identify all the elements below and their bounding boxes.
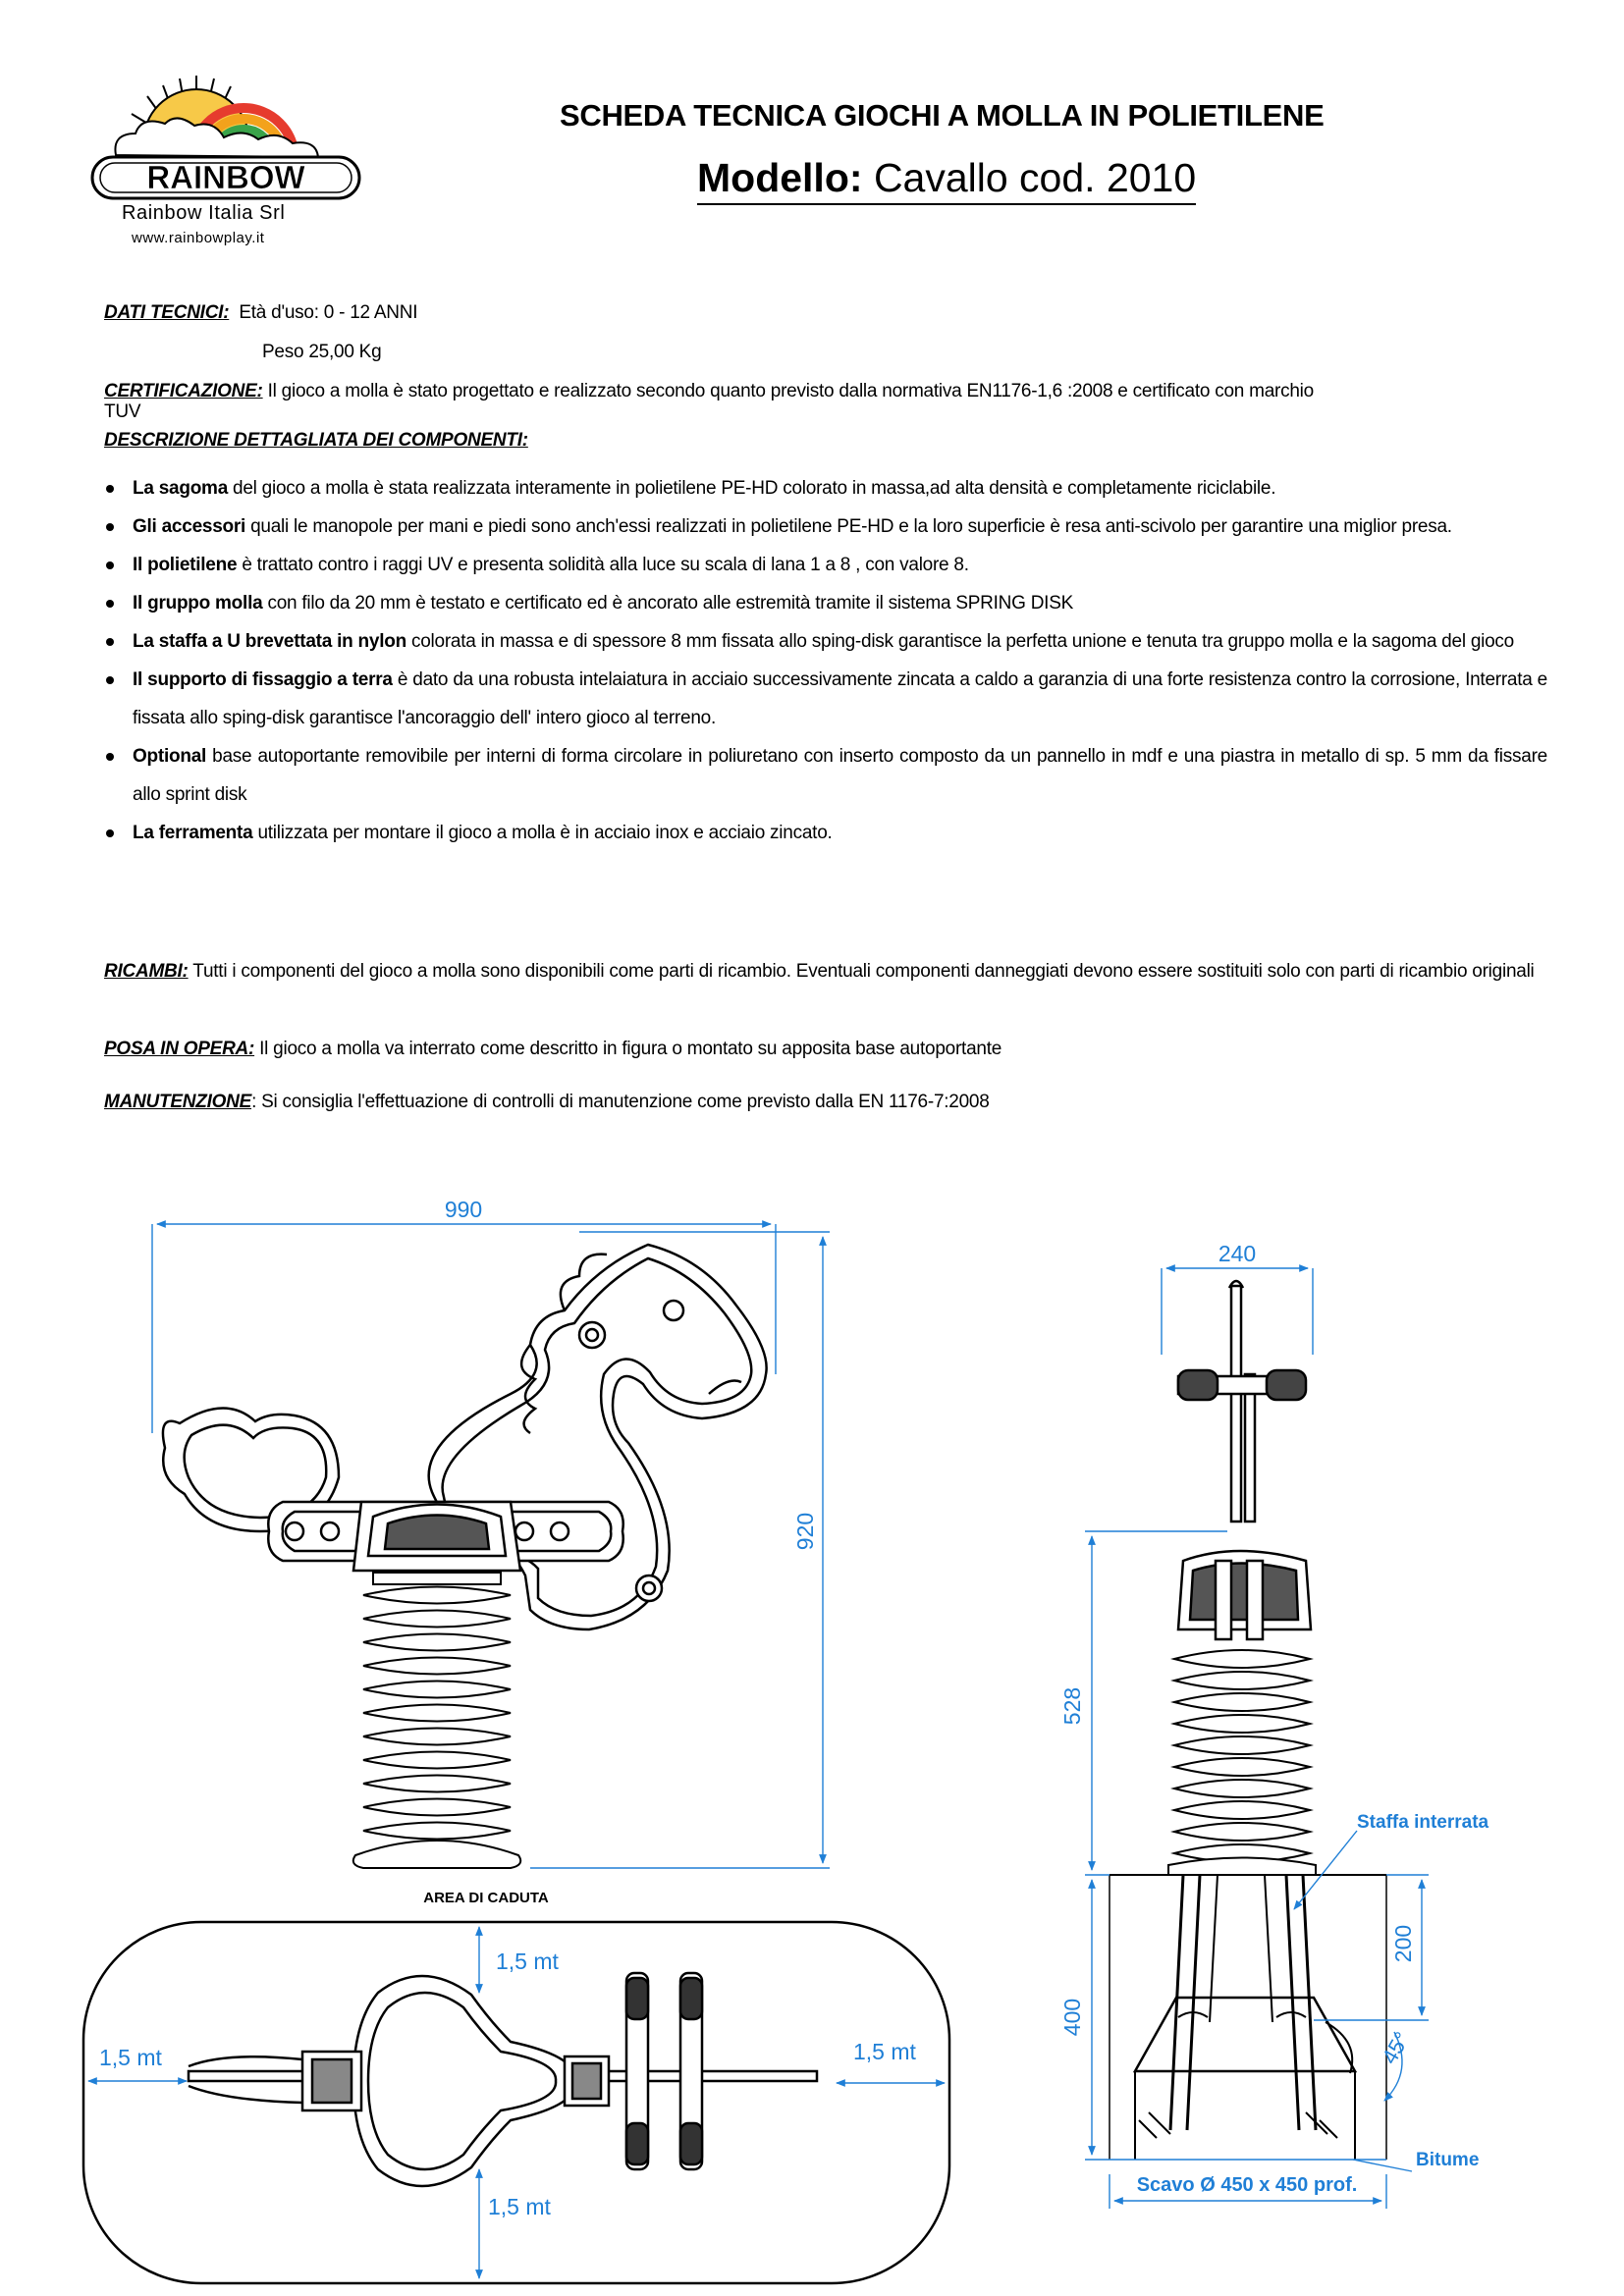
model-value: Cavallo cod. 2010: [873, 155, 1197, 200]
certification-text-2: TUV: [104, 401, 141, 422]
spring-front: [353, 1573, 520, 1868]
list-item: Gli accessori quali le manopole per mani e piedi sono anch'essi realizzati in polietilene PE-HD e la loro superficie è resa anti-scivolo per garantire una miglior presa.: [104, 507, 1547, 546]
installation-text: Il gioco a molla va interrato come descritto in figura o montato su apposita base autoportante: [254, 1039, 1002, 1059]
list-item: Il gruppo molla con filo da 20 mm è testato e certificato ed è ancorato alle estremità tramite il sistema SPRING DISK: [104, 584, 1547, 622]
components-list: [104, 469, 1547, 852]
model-label: Modello:: [697, 155, 863, 200]
list-item: La staffa a U brevettata in nylon colorata in massa e di spessore 8 mm fissata allo sping-disk garantisce la perfetta unione e tenuta tra gruppo molla e la sagoma del gioco: [104, 622, 1547, 661]
dim-depth-total-label: 400: [1059, 1998, 1085, 2037]
technical-weight: Peso 25,00 Kg: [262, 342, 382, 362]
dim-height-label: 920: [792, 1512, 818, 1551]
logo-text: RAINBOW: [146, 159, 305, 195]
fall-right-label: 1,5 mt: [853, 2039, 916, 2064]
page-title: SCHEDA TECNICA GIOCHI A MOLLA IN POLIETILENE: [560, 98, 1325, 133]
list-item: La sagoma del gioco a molla è stata realizzata interamente in polietilene PE-HD colorato in massa,ad alta densità e completamente riciclabile.: [104, 469, 1547, 507]
excavation-section: [1110, 1875, 1386, 2160]
spares-label: RICAMBI:: [104, 961, 189, 982]
spares-paragraph: [104, 952, 1547, 990]
certification-label: CERTIFICAZIONE:: [104, 381, 263, 401]
technical-data-row: [104, 300, 417, 326]
dim-depth-part-label: 200: [1390, 1924, 1416, 1963]
technical-age: Età d'uso: 0 - 12 ANNI: [239, 302, 418, 323]
list-item: La ferramenta utilizzata per montare il gioco a molla è in acciaio inox e acciaio zincato.: [104, 814, 1547, 852]
maintenance-row: [104, 1090, 990, 1115]
fall-bottom-label: 1,5 mt: [488, 2194, 551, 2219]
model-heading: [697, 155, 1196, 205]
technical-label: DATI TECNICI:: [104, 302, 230, 323]
horse-side-view: [1178, 1281, 1311, 1639]
angle-label: 45°: [1377, 2027, 1415, 2068]
installation-row: [104, 1037, 1001, 1062]
bracket-label: Staffa interrata: [1357, 1812, 1489, 1833]
spares-text: Tutti i componenti del gioco a molla sono disponibili come parti di ricambio. Eventuali componenti danneggiati devono essere sostituiti solo con parti di ricambio originali: [188, 961, 1535, 982]
list-item: Optional base autoportante removibile per interni di forma circolare in poliuretano con inserto composto da un pannello in mdf e una piastra in metallo di sp. 5 mm da fissare allo sprint disk: [104, 737, 1547, 814]
company-name: Rainbow Italia Srl: [122, 202, 286, 224]
dim-side-width-label: 240: [1218, 1241, 1257, 1266]
installation-label: POSA IN OPERA:: [104, 1039, 255, 1059]
components-label-text: DESCRIZIONE DETTAGLIATA DEI COMPONENTI:: [104, 430, 528, 451]
list-item: Il supporto di fissaggio a terra è dato da una robusta intelaiatura in acciaio successivamente zincata a caldo a garanzia di una forte resistenza contro la corrosione, Interrata e fissata allo sping-disk garantisce l'ancoraggio dell' intero gioco al terreno.: [104, 661, 1547, 737]
maintenance-text: : Si consiglia l'effettuazione di controlli di manutenzione come previsto dalla EN 1176-7:2008: [251, 1092, 990, 1112]
bitumen-label: Bitume: [1416, 2150, 1480, 2170]
dim-width-label: 990: [444, 1197, 483, 1222]
spring-side: [1168, 1650, 1316, 1875]
technical-drawing: [0, 1158, 1624, 2296]
fall-top-label: 1,5 mt: [496, 1949, 559, 1974]
excavation-label: Scavo Ø 450 x 450 prof.: [1136, 2174, 1358, 2196]
dim-above-ground-label: 528: [1059, 1686, 1085, 1726]
fall-area-title: AREA DI CADUTA: [423, 1890, 549, 1906]
certification-row: [104, 379, 1314, 404]
maintenance-label: MANUTENZIONE: [104, 1092, 252, 1112]
horse-top-view: [189, 1973, 817, 2186]
company-website: www.rainbowplay.it: [132, 230, 265, 246]
fall-left-label: 1,5 mt: [99, 2045, 162, 2070]
certification-text: Il gioco a molla è stato progettato e realizzato secondo quanto previsto dalla normativa EN1176-1,6 :2008 e certificato con marchio: [267, 381, 1314, 401]
list-item: Il polietilene è trattato contro i raggi UV e presenta solidità alla luce su scala di lana 1 a 8 , con valore 8.: [104, 546, 1547, 584]
rainbow-logo: [86, 69, 371, 216]
components-label: [104, 428, 528, 454]
